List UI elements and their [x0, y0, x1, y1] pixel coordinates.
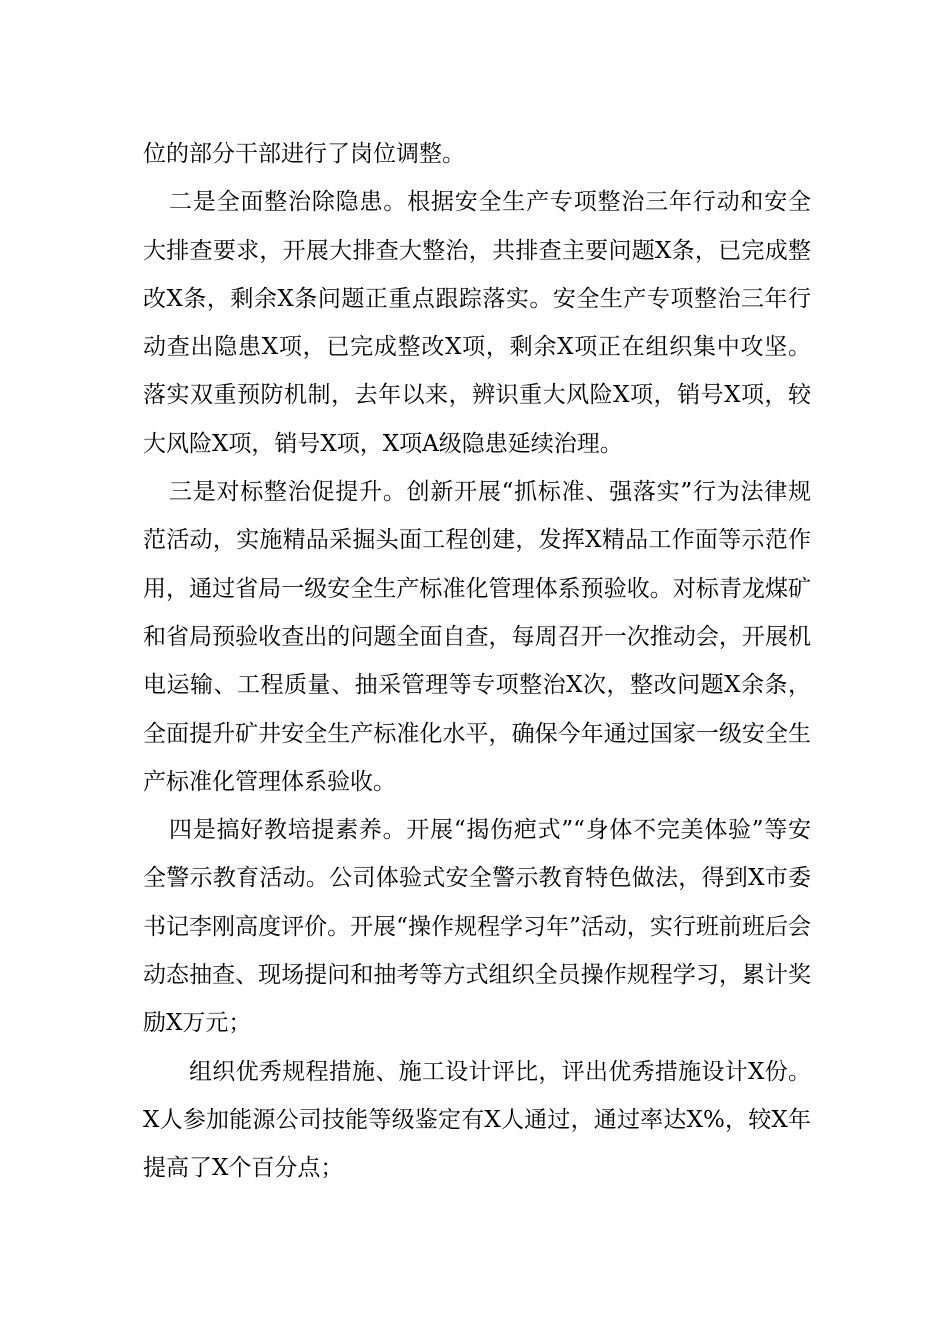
document-body: [143, 130, 811, 1193]
paragraph-benchmark-improvement: 三是对标整治促提升。创新开展“抓标准、强落实”行为法律规范活动，实施精品采掘头面工程创建，发挥X精品工作面等示范作用，通过省局一级安全生产标准化管理体系预验收。对标青龙煤矿和省局预验收查出的问题全面自查，每周召开一次推动会，开展机电运输、工程质量、抽采管理等专项整治X次，整改问题X余条，全面提升矿井安全生产标准化水平，确保今年通过国家一级安全生产标准化管理体系验收。: [143, 479, 811, 795]
paragraph-evaluation-results: 组织优秀规程措施、施工设计评比，评出优秀措施设计X份。X人参加能源公司技能等级鉴定有X人通过，通过率达X%，较X年提高了X个百分点；: [143, 1058, 811, 1182]
paragraph-continuation: 位的部分干部进行了岗位调整。: [143, 141, 465, 167]
paragraph-hazard-rectification: 二是全面整治除隐患。根据安全生产专项整治三年行动和安全大排查要求，开展大排查大整治，共排查主要问题X条，已完成整改X条，剩余X条问题正重点跟踪落实。安全生产专项整治三年行动查出隐患X项，已完成整改X项，剩余X项正在组织集中攻坚。落实双重预防机制，去年以来，辨识重大风险X项，销号X项，较大风险X项，销号X项，X项A级隐患延续治理。: [143, 189, 811, 457]
paragraph-education-training: 四是搞好教培提素养。开展“揭伤疤式”“身体不完美体验”等安全警示教育活动。公司体验式安全警示教育特色做法，得到X市委书记李刚高度评价。开展“操作规程学习年”活动，实行班前班后会动态抽查、现场提问和抽考等方式组织全员操作规程学习，累计奖励X万元；: [143, 817, 811, 1037]
